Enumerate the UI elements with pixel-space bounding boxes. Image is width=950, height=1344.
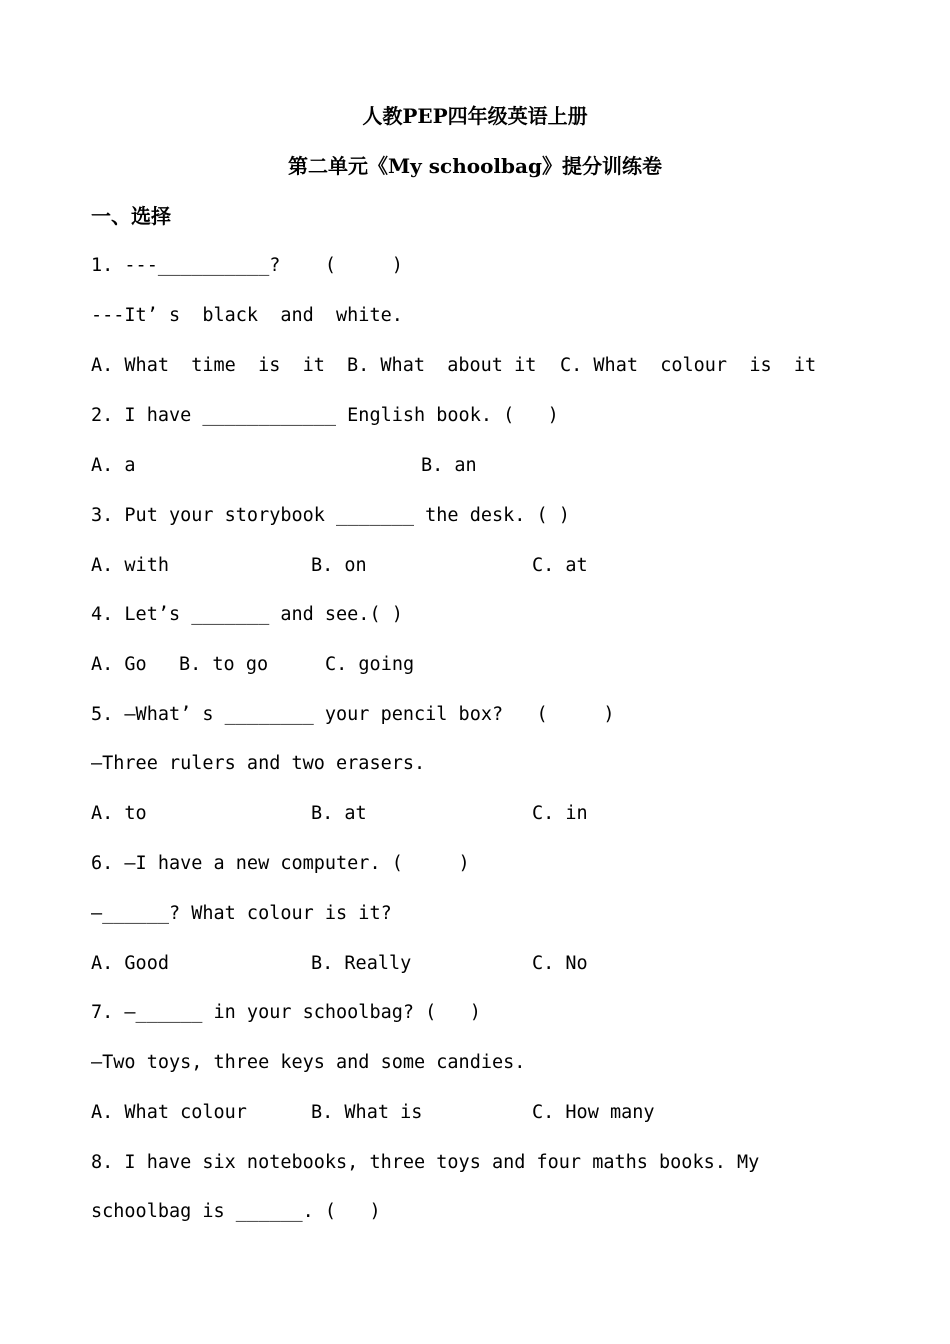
question-2-option-b: B. an <box>421 455 477 476</box>
question-7-response: —Two toys, three keys and some candies. <box>91 1052 526 1073</box>
worksheet-title: 人教PEP四年级英语上册 <box>362 104 588 128</box>
question-2-option-a: A. a <box>91 455 136 476</box>
question-7-option-c: C. How many <box>532 1102 655 1123</box>
question-4-option-b: B. to go <box>179 654 269 675</box>
question-2-stem: 2. I have ____________ English book. ( ) <box>91 405 559 426</box>
question-3-option-b: B. on <box>311 555 367 576</box>
question-3-stem: 3. Put your storybook _______ the desk. ( ) <box>91 505 570 526</box>
question-5-response: —Three rulers and two erasers. <box>91 753 426 774</box>
question-7-option-b: B. What is <box>311 1102 423 1123</box>
question-5-option-a: A. to <box>91 803 147 824</box>
question-3-option-a: A. with <box>91 555 169 576</box>
section-heading: 一、选择 <box>91 204 171 228</box>
question-1-option-a: A. What time is it <box>91 355 325 376</box>
question-1-option-b: B. What about it <box>347 355 537 376</box>
question-8-stem: 8. I have six notebooks, three toys and four maths books. My <box>91 1152 760 1173</box>
question-3-option-c: C. at <box>532 555 588 576</box>
question-7-option-a: A. What colour <box>91 1102 247 1123</box>
question-6-option-c: C. No <box>532 953 588 974</box>
question-6-option-a: A. Good <box>91 953 169 974</box>
question-6-response: —______? What colour is it? <box>91 903 392 924</box>
question-1-stem: 1. ---__________? ( ) <box>91 255 403 276</box>
question-4-option-a: A. Go <box>91 654 147 675</box>
question-4-stem: 4. Let’s _______ and see.( ) <box>91 604 403 625</box>
question-6-option-b: B. Really <box>311 953 412 974</box>
question-4-option-c: C. going <box>325 654 415 675</box>
question-5-option-c: C. in <box>532 803 588 824</box>
worksheet-subtitle: 第二单元《My schoolbag》提分训练卷 <box>288 154 662 178</box>
question-1-response: ---It’ s black and white. <box>91 305 403 326</box>
question-6-stem: 6. —I have a new computer. ( ) <box>91 853 470 874</box>
question-5-option-b: B. at <box>311 803 367 824</box>
question-8-stem-continued: schoolbag is ______. ( ) <box>91 1201 381 1222</box>
question-7-stem: 7. —______ in your schoolbag? ( ) <box>91 1002 481 1023</box>
question-1-option-c: C. What colour is it <box>560 355 817 376</box>
question-5-stem: 5. —What’ s ________ your pencil box? ( ) <box>91 704 615 725</box>
